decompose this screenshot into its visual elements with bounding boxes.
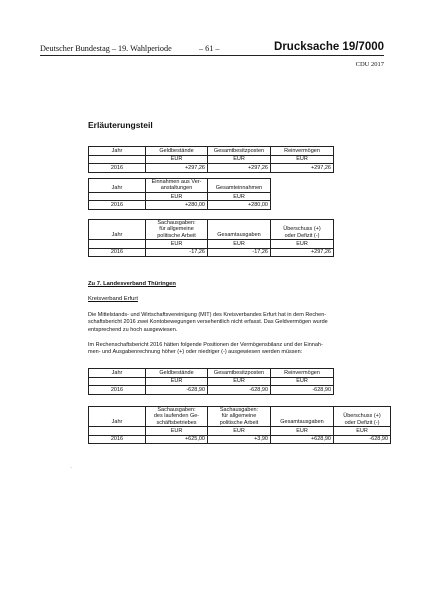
table-cell: EUR [208, 427, 271, 436]
table-header-row [89, 179, 271, 193]
header-line: für allgemeine [159, 226, 194, 233]
table-cell: +628,90 [271, 435, 334, 444]
table-cell: EUR [146, 192, 208, 201]
paragraph-line: men- und Ausgabenrechnung höher (+) oder niedriger (-) ausgewiesen werden müssen: [88, 349, 303, 356]
table-cell: +297,26 [208, 164, 271, 173]
table-row [89, 386, 334, 395]
table-cell: +625,00 [146, 435, 208, 444]
table-header-cell: Reinvermögen [271, 147, 334, 156]
table-cell: -628,90 [208, 386, 271, 395]
table-header-cell [146, 220, 208, 240]
table-header-cell: Gesamtausgaben [271, 407, 334, 427]
header-line: anstaltungen [160, 185, 193, 192]
header-line: Einnahmen aus Ver- [151, 179, 202, 185]
table-cell: +3,90 [208, 435, 271, 444]
document-number: Drucksache 19/7000 [274, 41, 384, 53]
header-line: des laufenden Ge- [153, 413, 200, 420]
table-cell: +280,00 [208, 201, 271, 210]
table-header-cell: Jahr [89, 369, 146, 378]
table-unit-row [89, 377, 334, 386]
table-header-row [89, 407, 391, 427]
paragraph-2 [88, 342, 350, 357]
table-cell: 2016 [89, 435, 146, 444]
table-cell [89, 427, 146, 436]
table-header-cell [146, 179, 208, 193]
table-cell: EUR [146, 240, 208, 249]
header-line: für allgemeine [221, 413, 257, 420]
table-cell: 2016 [89, 164, 146, 173]
paragraph-line: Die Mittelstands- und Wirtschaftsvereinigung (MIT) des Kreisverbandes Erfurt hat in dem Rechen- [88, 312, 327, 318]
table-header-cell [146, 407, 208, 427]
table-cell: EUR [208, 155, 271, 164]
table-cell: EUR [334, 427, 391, 436]
table-header-cell: Reinvermögen [271, 369, 334, 378]
margin-mark: · [70, 465, 72, 471]
header-left-text: Deutscher Bundestag – 19. Wahlperiode [40, 44, 172, 53]
table-header-cell: Gesamtbesitzposten [208, 369, 271, 378]
table-header-cell: Jahr [89, 407, 146, 427]
table-cell: +297,26 [271, 164, 334, 173]
table-cell [89, 155, 146, 164]
table-cell: EUR [208, 377, 271, 386]
table-header-cell: Geldbestände [146, 147, 208, 156]
table-expenses-1 [88, 219, 334, 257]
table-header-cell [334, 407, 391, 427]
table-cell: -628,90 [271, 386, 334, 395]
table-header-cell: Gesamteinnahmen [208, 179, 271, 193]
table-header-cell: Geldbestände [146, 369, 208, 378]
table-cell: EUR [146, 377, 208, 386]
header-line: politische Arbeit [219, 419, 259, 426]
header-line: Überschuss (+) [283, 226, 321, 233]
table-cell: EUR [271, 155, 334, 164]
page-number: – 61 – [199, 44, 220, 53]
table-unit-row [89, 192, 271, 201]
table-cell: -628,90 [334, 435, 391, 444]
header-line: Sachausgaben: [157, 407, 196, 413]
table-cell: EUR [208, 240, 271, 249]
section2-title: Zu 7. Landesverband Thüringen [88, 281, 176, 287]
table-cell: +280,00 [146, 201, 208, 210]
table-unit-row [89, 427, 391, 436]
subsection-title: Kreisverband Erfurt [88, 296, 138, 302]
table-balance-1 [88, 146, 334, 173]
table-cell: 2016 [89, 248, 146, 257]
table-header-row [89, 369, 334, 378]
table-cell: 2016 [89, 386, 146, 395]
table-cell: EUR [146, 155, 208, 164]
header-divider [40, 55, 384, 56]
table-row [89, 164, 334, 173]
table-row [89, 201, 271, 210]
table-cell [89, 240, 146, 249]
table-cell: 2016 [89, 201, 146, 210]
header-line: Sachausgaben: [157, 220, 196, 226]
paragraph-line: Im Rechenschaftsbericht 2016 hätten folgende Positionen der Vermögensbilanz und der Einnah- [88, 342, 323, 348]
table-cell: -628,90 [146, 386, 208, 395]
party-tag: CDU 2017 [355, 61, 384, 68]
table-income [88, 178, 271, 210]
table-unit-row [89, 240, 334, 249]
table-expenses-2 [88, 406, 391, 444]
table-cell: EUR [208, 192, 271, 201]
table-cell: EUR [271, 377, 334, 386]
header-line: Sachausgaben: [219, 407, 259, 413]
header-line: oder Defizit (-) [344, 419, 380, 426]
table-cell: EUR [146, 427, 208, 436]
table-cell: -17,26 [146, 248, 208, 257]
section-title: Erläuterungsteil [88, 120, 153, 130]
table-cell: EUR [271, 240, 334, 249]
header-line: schäftsbetriebes [156, 419, 197, 426]
table-cell: +297,26 [146, 164, 208, 173]
paragraph-line: schaftsbericht 2016 zwei Kontobewegungen versehentlich nicht erfasst. Das Geldvermögen wurde [88, 319, 328, 326]
table-header-cell: Gesamtausgaben [208, 220, 271, 240]
table-cell [89, 192, 146, 201]
table-balance-2 [88, 368, 334, 395]
paragraph-line: entsprechend zu hoch ausgewiesen. [88, 326, 178, 333]
table-row [89, 248, 334, 257]
table-header-cell [208, 407, 271, 427]
table-header-row [89, 147, 334, 156]
table-header-cell: Jahr [89, 179, 146, 193]
table-header-cell [271, 220, 334, 240]
table-unit-row [89, 155, 334, 164]
table-header-cell: Gesamtbesitzposten [208, 147, 271, 156]
table-cell [89, 377, 146, 386]
table-row [89, 435, 391, 444]
table-cell: -17,26 [208, 248, 271, 257]
header-line: oder Defizit (-) [284, 232, 320, 239]
table-header-cell: Jahr [89, 220, 146, 240]
table-cell: EUR [271, 427, 334, 436]
table-cell: +297,26 [271, 248, 334, 257]
header-line: Überschuss (+) [343, 413, 381, 420]
table-header-row [89, 220, 334, 240]
header-line: politische Arbeit [157, 232, 196, 239]
table-header-cell: Jahr [89, 147, 146, 156]
paragraph-1 [88, 312, 350, 334]
